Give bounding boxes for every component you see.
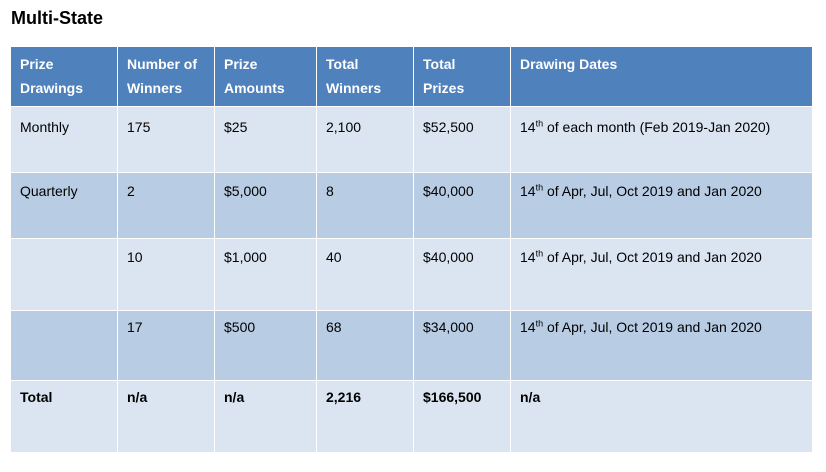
- date-text: of Apr, Jul, Oct 2019 and Jan 2020: [543, 183, 762, 199]
- cell-amount: $5,000: [215, 173, 317, 239]
- header-number-of-winners: [118, 47, 215, 107]
- date-text: of Apr, Jul, Oct 2019 and Jan 2020: [543, 319, 762, 335]
- cell-drawing: [11, 239, 118, 311]
- date-ordinal: th: [535, 182, 544, 193]
- header-line: Prize: [224, 56, 258, 72]
- cell-total-prizes: $34,000: [414, 311, 511, 381]
- date-ordinal: th: [535, 318, 544, 329]
- date-ordinal: th: [535, 248, 544, 259]
- cell-drawing: Monthly: [11, 107, 118, 173]
- cell-total-prizes: $40,000: [414, 239, 511, 311]
- prize-table: [10, 46, 813, 453]
- cell-total-dates: n/a: [511, 381, 813, 453]
- header-total-winners: [317, 47, 414, 107]
- cell-amount: $500: [215, 311, 317, 381]
- date-day: 14: [520, 319, 536, 335]
- cell-winners: 10: [118, 239, 215, 311]
- cell-total-label: Total: [11, 381, 118, 453]
- date-ordinal: th: [535, 118, 544, 129]
- header-line: Drawing Dates: [520, 56, 618, 72]
- cell-total-winners: 40: [317, 239, 414, 311]
- cell-total-prizes: $52,500: [414, 107, 511, 173]
- header-drawing-dates: [511, 47, 813, 107]
- header-line: Prize: [20, 56, 54, 72]
- cell-total-total-prizes: $166,500: [414, 381, 511, 453]
- cell-drawing-dates: [511, 311, 813, 381]
- date-text: of each month (Feb 2019-Jan 2020): [543, 119, 771, 135]
- header-prize-amounts: [215, 47, 317, 107]
- table-row: [11, 311, 813, 381]
- cell-total-winners-count: n/a: [118, 381, 215, 453]
- page-title: Multi-State: [11, 8, 103, 28]
- header-total-prizes: [414, 47, 511, 107]
- table-row: [11, 173, 813, 239]
- header-line: Drawings: [20, 80, 84, 96]
- date-day: 14: [520, 249, 536, 265]
- total-row: [11, 381, 813, 453]
- table-row: [11, 239, 813, 311]
- cell-drawing: [11, 311, 118, 381]
- cell-total-winners: 2,100: [317, 107, 414, 173]
- date-day: 14: [520, 119, 536, 135]
- cell-total-total-winners: 2,216: [317, 381, 414, 453]
- header-line: Number of: [127, 56, 197, 72]
- cell-total-amount: n/a: [215, 381, 317, 453]
- cell-drawing-dates: [511, 173, 813, 239]
- header-line: Total: [423, 56, 456, 72]
- date-text: of Apr, Jul, Oct 2019 and Jan 2020: [543, 249, 762, 265]
- header-line: Amounts: [224, 80, 285, 96]
- cell-total-winners: 68: [317, 311, 414, 381]
- cell-drawing-dates: [511, 239, 813, 311]
- cell-total-winners: 8: [317, 173, 414, 239]
- cell-amount: $25: [215, 107, 317, 173]
- header-line: Total: [326, 56, 359, 72]
- table-header-row: [11, 47, 813, 107]
- cell-total-prizes: $40,000: [414, 173, 511, 239]
- date-day: 14: [520, 183, 536, 199]
- cell-winners: 175: [118, 107, 215, 173]
- header-line: Prizes: [423, 80, 465, 96]
- cell-winners: 17: [118, 311, 215, 381]
- cell-drawing-dates: [511, 107, 813, 173]
- cell-winners: 2: [118, 173, 215, 239]
- header-line: Winners: [326, 80, 382, 96]
- cell-amount: $1,000: [215, 239, 317, 311]
- cell-drawing: Quarterly: [11, 173, 118, 239]
- table-row: [11, 107, 813, 173]
- header-line: Winners: [127, 80, 183, 96]
- header-prize-drawings: [11, 47, 118, 107]
